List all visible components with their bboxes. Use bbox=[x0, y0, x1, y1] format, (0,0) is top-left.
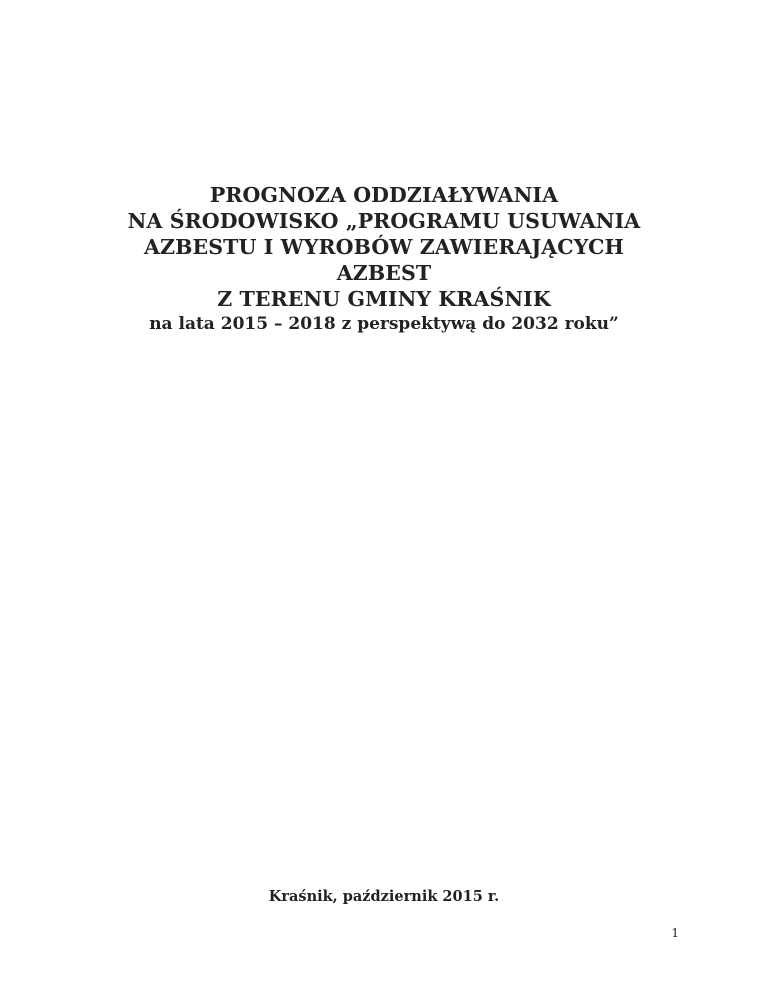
title-line-2: NA ŚRODOWISKO „PROGRAMU USUWANIA bbox=[127, 209, 641, 233]
document-title bbox=[0, 182, 768, 336]
page-number: 1 bbox=[671, 926, 679, 940]
title-line-4: AZBEST bbox=[336, 261, 432, 285]
title-line-1: PROGNOZA ODDZIAŁYWANIA bbox=[209, 183, 559, 207]
title-line-3: AZBESTU I WYROBÓW ZAWIERAJĄCYCH bbox=[144, 235, 624, 259]
title-line-5: Z TERENU GMINY KRAŚNIK bbox=[217, 287, 551, 311]
document-subtitle: na lata 2015 – 2018 z perspektywą do 2032 roku” bbox=[149, 314, 619, 334]
place-and-date: Kraśnik, październik 2015 r. bbox=[268, 888, 500, 905]
